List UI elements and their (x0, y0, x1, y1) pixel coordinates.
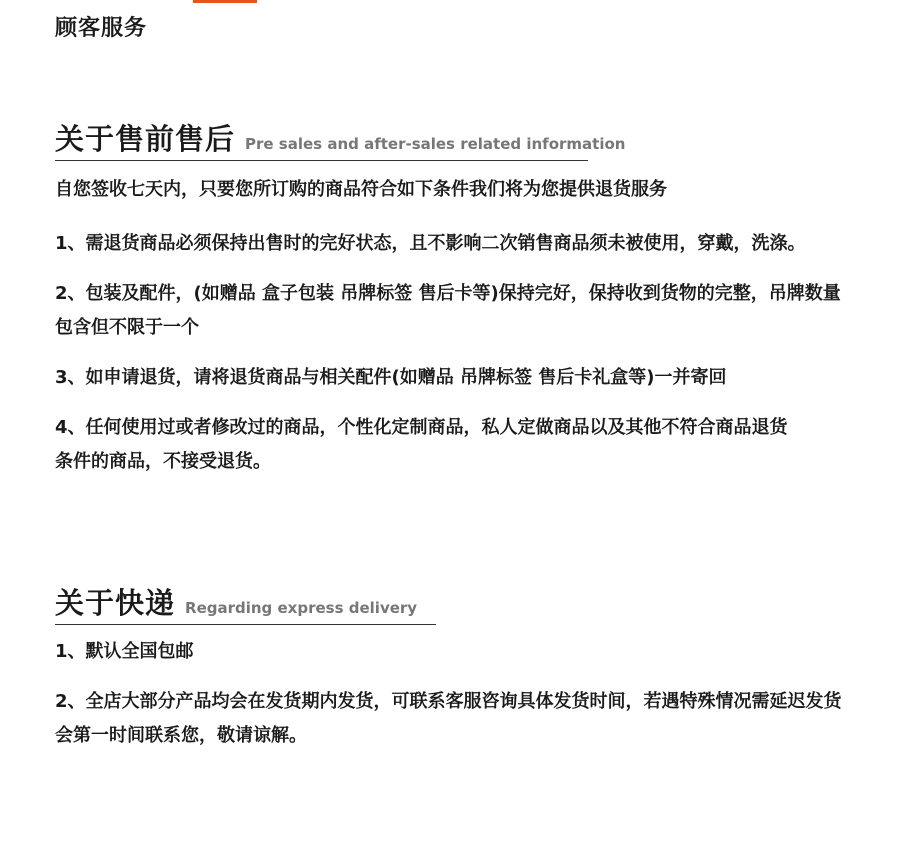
after-sales-item: 3、如申请退货，请将退货商品与相关配件(如赠品 吊牌标签 售后卡礼盒等)一并寄回 (55, 367, 727, 388)
accent-bar (193, 0, 257, 3)
shipping-item: 2、全店大部分产品均会在发货期内发货，可联系客服咨询具体发货时间，若遇特殊情况需延迟发货会第一时间联系您，敬请谅解。 (55, 691, 842, 746)
shipping-subtitle: Regarding express delivery (185, 599, 418, 617)
shipping-heading (55, 584, 855, 622)
after-sales-heading (55, 120, 855, 158)
after-sales-section (55, 120, 855, 479)
shipping-item: 1、默认全国包邮 (55, 641, 194, 662)
page-title: 顾客服务 (55, 16, 148, 41)
after-sales-title: 关于售前售后 (55, 122, 236, 156)
after-sales-item: 2、包装及配件，(如赠品 盒子包装 吊牌标签 售后卡等)保持完好，保持收到货物的完整，吊牌数量包含但不限于一个 (55, 283, 841, 338)
shipping-section (55, 584, 855, 753)
after-sales-item: 4、任何使用过或者修改过的商品，个性化定制商品，私人定做商品以及其他不符合商品退货条件的商品，不接受退货。 (55, 417, 788, 472)
shipping-divider (55, 624, 436, 625)
after-sales-intro: 自您签收七天内，只要您所订购的商品符合如下条件我们将为您提供退货服务 (55, 179, 667, 200)
after-sales-subtitle: Pre sales and after-sales related information (245, 135, 626, 153)
shipping-title: 关于快递 (55, 586, 176, 620)
after-sales-divider (55, 160, 588, 161)
after-sales-item: 1、需退货商品必须保持出售时的完好状态，且不影响二次销售商品须未被使用，穿戴，洗涤。 (55, 233, 806, 254)
